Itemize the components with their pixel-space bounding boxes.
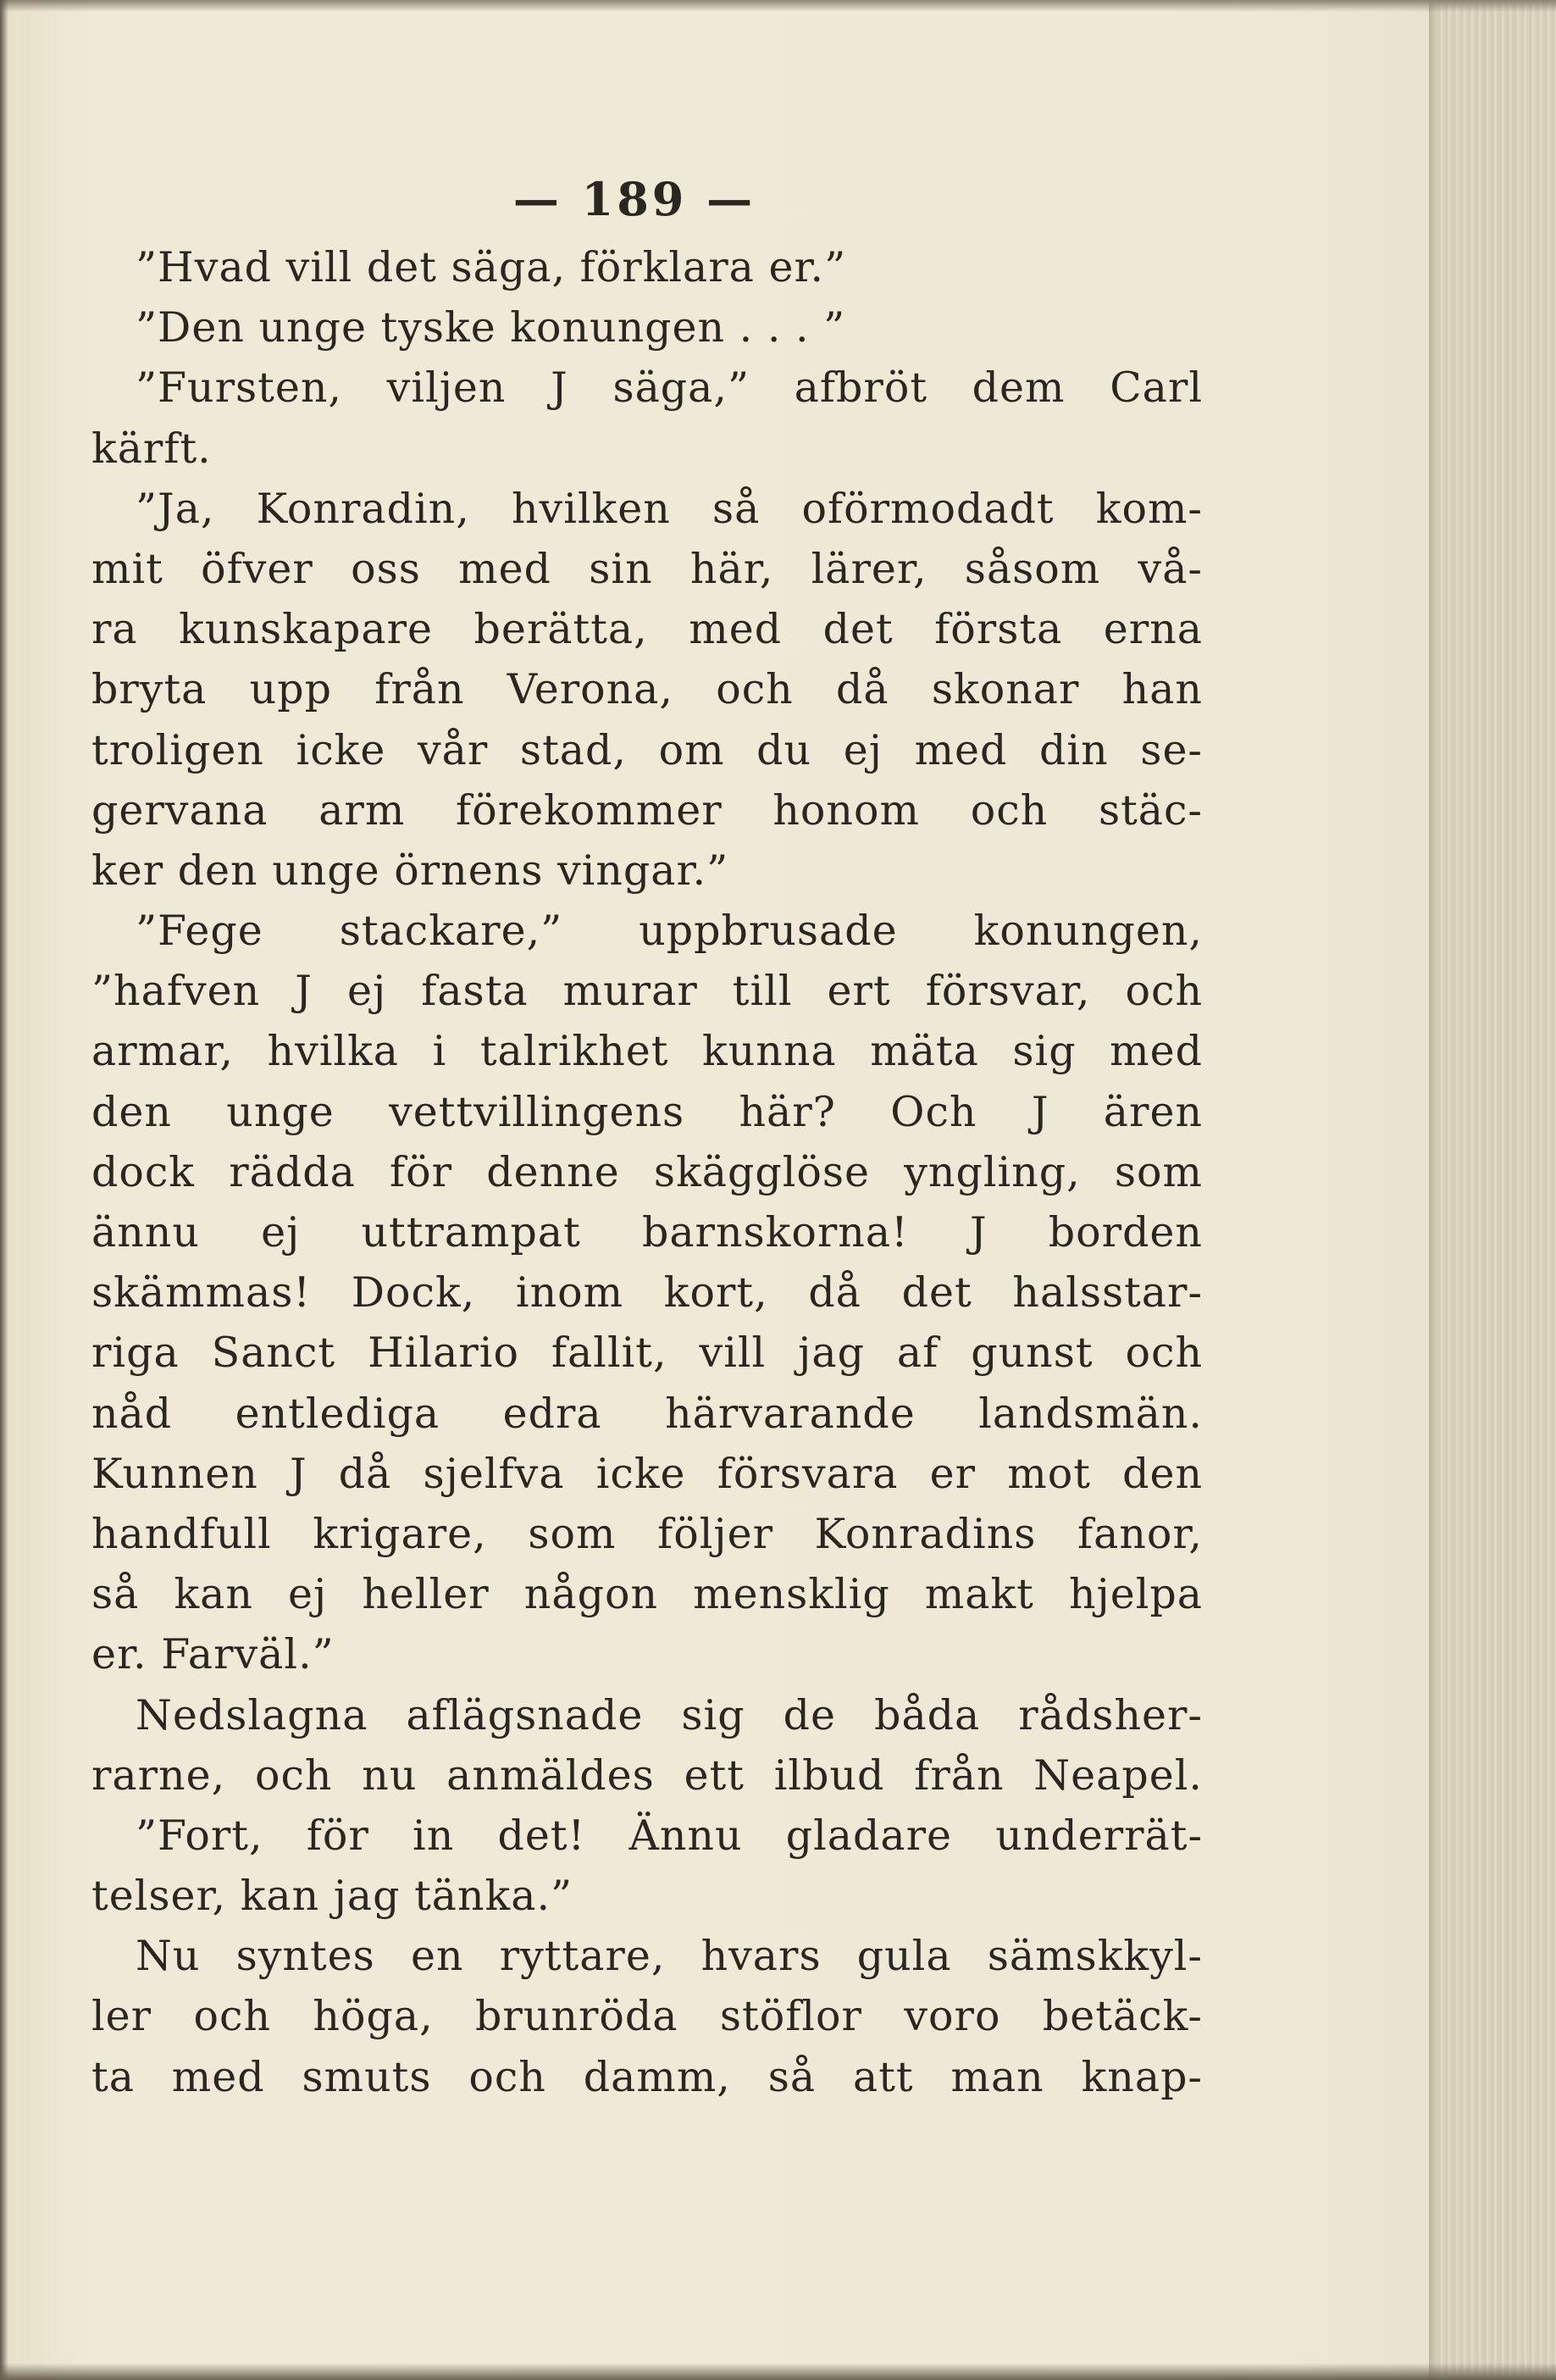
text-line: nåd entlediga edra härvarande landsmän. [91,1389,1203,1438]
text-line: ”Den unge tyske konungen . . . ” [136,303,846,352]
text-line: ker den unge örnens vingar.” [91,846,729,895]
text-line: dock rädda för denne skägglöse yngling, som [91,1147,1203,1196]
page-number: — 189 — [512,172,756,226]
text-line: riga Sanct Hilario fallit, vill jag af gunst och [91,1329,1203,1378]
body-text [91,237,1203,2107]
text-line: så kan ej heller någon mensklig makt hjelpa [91,1570,1203,1619]
text-line: er. Farväl.” [91,1630,335,1679]
text-line: armar, hvilka i talrikhet kunna mäta sig med [91,1027,1203,1076]
text-line: kärft. [91,424,212,473]
text-line: skämmas! Dock, inom kort, då det halsstar- [91,1268,1203,1318]
text-line: ”Ja, Konradin, hvilken så oförmodadt kom- [136,484,1203,533]
text-line: ännu ej uttrampat barnskorna! J borden [91,1208,1203,1257]
text-line: Nedslagna aflägsnade sig de båda rådsher- [136,1690,1203,1739]
text-line: ta med smuts och damm, så att man knap- [91,2052,1203,2101]
text-line: ”Hvad vill det säga, förklara er.” [136,243,847,291]
text-line: den unge vettvillingens här? Och J ären [91,1087,1203,1136]
text-line: telser, kan jag tänka.” [91,1872,573,1921]
text-line: ler och höga, brunröda stöflor voro betäck- [91,1992,1203,2041]
text-line: gervana arm förekommer honom och stäc- [91,785,1203,835]
text-line: ra kunskapare berätta, med det första erna [91,605,1203,654]
text-line: ”Fort, för in det! Ännu gladare underrät- [136,1811,1203,1860]
text-line: ”Fursten, viljen J säga,” afbröt dem Carl [136,363,1203,413]
text-line: mit öfver oss med sin här, lärer, såsom vå- [91,544,1203,593]
text-block [91,161,1203,2107]
text-line: ”Fege stackare,” uppbrusade konungen, [136,907,1203,956]
text-line: handfull krigare, som följer Konradins fanor, [91,1509,1203,1558]
text-line: bryta upp från Verona, och då skonar han [91,665,1203,714]
text-line: Kunnen J då sjelfva icke försvara er mot den [91,1449,1203,1498]
text-line: Nu syntes en ryttare, hvars gula sämskkyl- [136,1932,1203,1981]
page-edges [1429,0,1556,2380]
top-shadow [0,0,1556,12]
bottom-shadow [0,2363,1556,2380]
text-line: troligen icke vår stad, om du ej med din se- [91,725,1203,774]
text-line: rarne, och nu anmäldes ett ilbud från Neapel. [91,1750,1203,1800]
left-shadow [0,0,8,2380]
text-line: ”hafven J ej fasta murar till ert försvar, och [91,967,1203,1016]
